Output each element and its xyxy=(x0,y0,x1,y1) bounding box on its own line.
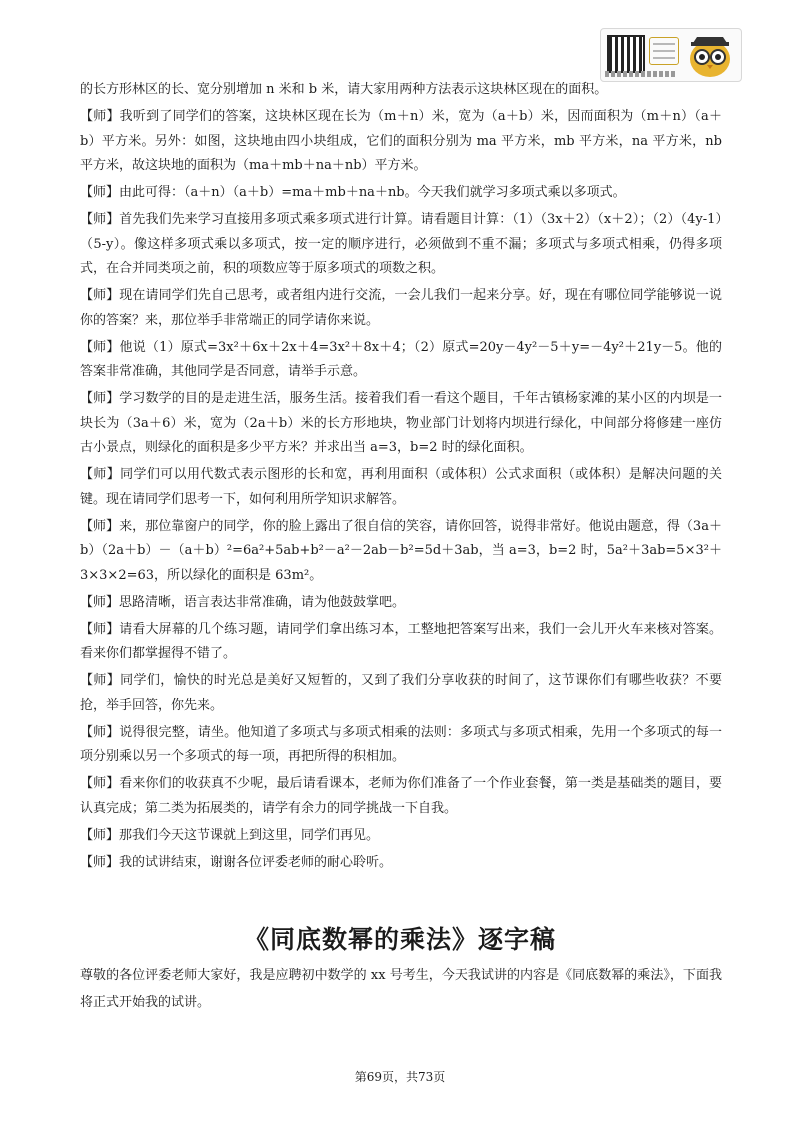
paragraph: 【师】看来你们的收获真不少呢，最后请看课本，老师为你们准备了一个作业套餐，第一类是基础类的题目，要认真完成；第二类为拓展类的，请学有余力的同学挑战一下自我。 xyxy=(80,776,722,816)
paragraph: 的长方形林区的长、宽分别增加 n 米和 b 米，请大家用两种方法表示这块林区现在的面积。 xyxy=(80,82,608,97)
paragraph: 【师】现在请同学们先自己思考，或者组内进行交流，一会儿我们一起来分享。好，现在有哪位同学能够说一说你的答案？来，那位举手非常端正的同学请你来说。 xyxy=(80,288,722,328)
section-title: 《同底数幂的乘法》逐字稿 xyxy=(243,925,556,954)
paragraph: 【师】我的试讲结束，谢谢各位评委老师的耐心聆听。 xyxy=(80,854,393,870)
paragraph: 尊敬的各位评委老师大家好，我是应聘初中数学的 xx 号考生，今天我试讲的内容是《同底数幂的乘法》，下面我将正式开始我的试讲。 xyxy=(80,968,722,1010)
paragraph: 【师】由此可得：（a＋n）（a＋b）=ma＋mb＋na＋nb。今天我们就学习多项式乘以多项式。 xyxy=(80,185,626,200)
paragraph: 【师】来，那位靠窗户的同学，你的脸上露出了很自信的笑容，请你回答，说得非常好。他说由题意，得（3a＋b）（2a＋b）－（a＋b）²=6a²+5ab+b²－a²－2ab－b²=5d＋3ab，当 a=3，b=2 时，5a²＋3ab=5×3²＋3×3×2=63，所以绿化的面积是 63m²。 xyxy=(80,518,722,583)
paragraph: 【师】学习数学的目的是走进生活，服务生活。接着我们看一看这个题目，千年古镇杨家滩的某小区的内坝是一块长为（3a＋6）米，宽为（2a＋b）米的长方形地块，物业部门计划将内坝进行绿化，中间部分将修建一座仿古小景点，则绿化的面积是多少平方米？并求出当 a=3，b=2 时的绿化面积。 xyxy=(80,391,722,455)
ad-box xyxy=(649,37,679,65)
qr-code-icon xyxy=(607,35,645,73)
page-number: 第69页，共73页 xyxy=(354,1070,446,1084)
paragraph: 【师】首先我们先来学习直接用多项式乘多项式进行计算。请看题目计算：（1）（3x＋2）（x＋2）；（2）（4y-1）（5-y）。像这样多项式乘以多项式，按一定的顺序进行，必须做到不重不漏；多项式与多项式相乘，仍得多项式，在合并同类项之前，积的项数应等于原多项式的项数之积。 xyxy=(80,212,722,276)
paragraph: 【师】说得很完整，请坐。他知道了多项式与多项式相乘的法则：多项式与多项式相乘，先用一个多项式的每一项分别乘以另一个多项式的每一项，再把所得的积相加。 xyxy=(80,724,722,764)
intro-text xyxy=(80,962,722,1016)
paragraph: 【师】我听到了同学们的答案，这块林区现在长为（m＋n）米，宽为（a＋b）米，因而面积为（m＋n）（a＋b）平方米。另外：如图，这块地由四小块组成，它们的面积分别为 ma 平方米，mb 平方米，na 平方米，nb 平方米，故这块地的面积为（ma＋mb＋na＋nb）平方米。 xyxy=(80,109,722,173)
lesson-transcript xyxy=(80,78,722,878)
qr-caption xyxy=(605,71,675,77)
header-logo xyxy=(600,28,742,82)
owl-mascot-icon xyxy=(685,31,735,79)
paragraph: 【师】思路清晰，语言表达非常准确，请为他鼓鼓掌吧。 xyxy=(80,594,406,610)
paragraph: 【师】那我们今天这节课就上到这里，同学们再见。 xyxy=(80,827,380,843)
paragraph: 【师】请看大屏幕的几个练习题，请同学们拿出练习本，工整地把答案写出来，我们一会儿开火车来核对答案。看来你们都掌握得不错了。 xyxy=(80,621,722,661)
paragraph: 【师】他说（1）原式=3x²＋6x＋2x＋4=3x²＋8x＋4；（2）原式=20y－4y²－5＋y=－4y²＋21y－5。他的答案非常准确，其他同学是否同意，请举手示意。 xyxy=(80,339,722,379)
paragraph: 【师】同学们可以用代数式表示图形的长和宽，再利用面积（或体积）公式求面积（或体积）是解决问题的关键。现在请同学们思考一下，如何利用所学知识求解答。 xyxy=(80,467,722,507)
paragraph: 【师】同学们，愉快的时光总是美好又短暂的，又到了我们分享收获的时间了，这节课你们有哪些收获？不要抢，举手回答，你先来。 xyxy=(80,673,722,713)
